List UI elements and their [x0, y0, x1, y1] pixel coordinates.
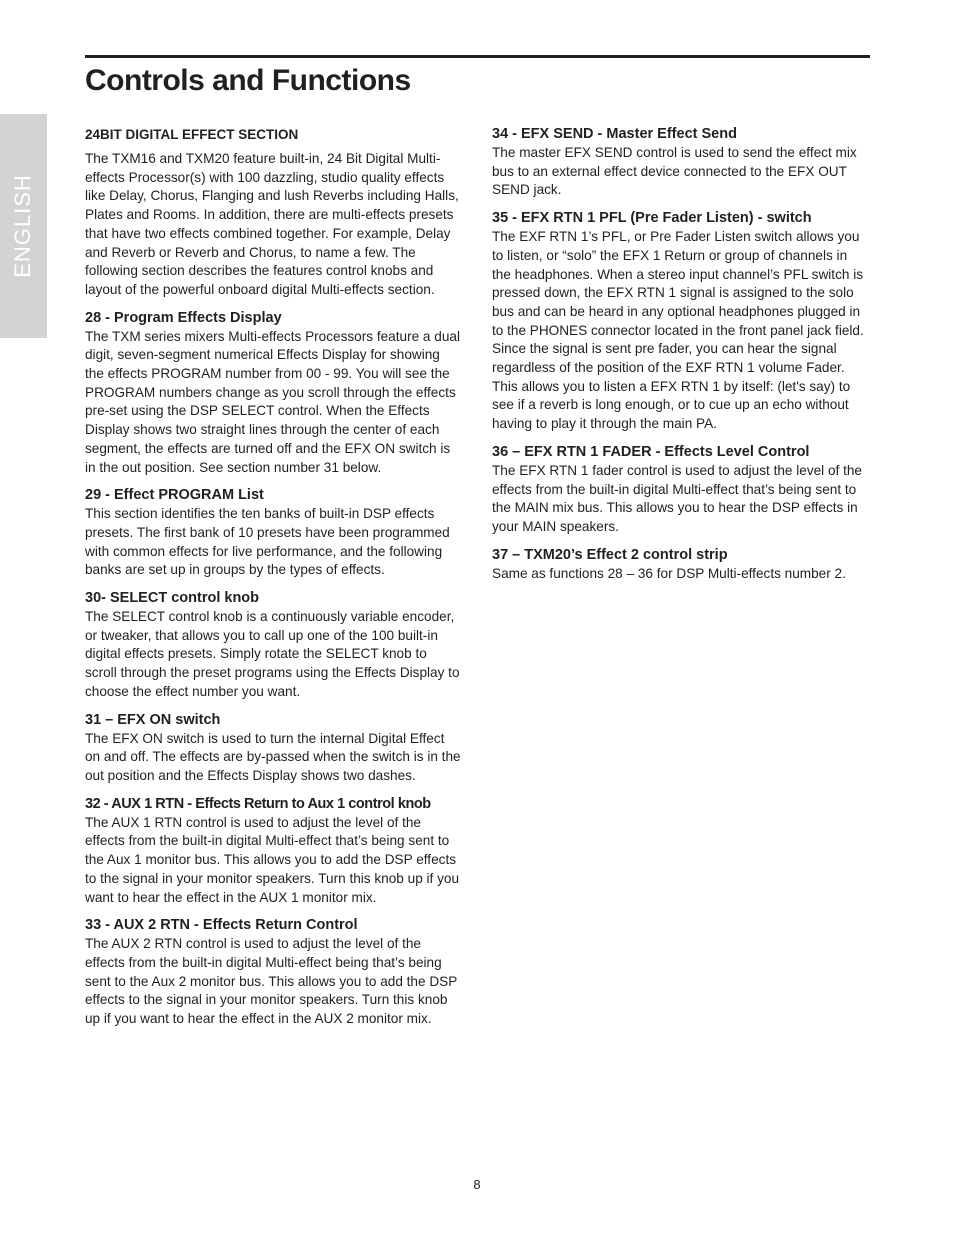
section-body: The TXM series mixers Multi-effects Processors feature a dual digit, seven-segment numerical Effects Display for showing the effects PROGRAM number from 00 - 99. You will see the PROGRAM numbers change as you scroll through the effects pre-set using the DSP SELECT control. When the Effects Display shows two straight lines through the center of each segment, the effects are turned off and the EFX ON switch is in the out position. See section number 31 below. [85, 328, 460, 475]
section-body: The AUX 1 RTN control is used to adjust the level of the effects from the built-in digital Multi-effect that’s being sent to the Aux 1 monitor bus. This allows you to add the DSP effects to the signal in your monitor speakers. Turn this knob up if you want to hear the effect in the AUX 1 monitor mix. [85, 814, 460, 905]
section-body: The EFX ON switch is used to turn the internal Digital Effect on and off. The effects are by-passed when the switch is in the out position and the Effects Display shows two dashes. [85, 730, 461, 783]
section-heading: 29 - Effect PROGRAM List [85, 487, 264, 504]
section-body: The SELECT control knob is a continuously variable encoder, or tweaker, that allows you to call up one of the 100 built-in digital effects presets. Simply rotate the SELECT knob to scroll through the preset programs using the Effects Display to choose the effect number you want. [85, 609, 460, 699]
section-heading: 37 – TXM20’s Effect 2 control strip [492, 546, 728, 563]
section-29 [85, 486, 462, 580]
section-heading: 32 - AUX 1 RTN - Effects Return to Aux 1 control knob [85, 795, 431, 812]
section-body: The EXF RTN 1’s PFL, or Pre Fader Listen switch allows you to listen, or “solo” the EFX 1 Return or group of channels in the headphones. When a stereo input channel’s PFL switch is pressed down, the EFX RTN 1 signal is assigned to the solo bus and can be heard in any optional headphones plugged in to the PHONES connector located in the front panel jack field. Since the signal is sent pre fader, you can hear the signal regardless of the position of the EXF RTN 1 volume Fader. This allows you to listen a EFX RTN 1 by itself: (let's say) to see if a reverb is long enough, or to cue up an echo without having to play it through the main PA. [492, 229, 864, 432]
section-36 [492, 443, 869, 537]
section-33 [85, 916, 462, 1029]
section-digital-effect [85, 125, 462, 300]
section-32 [85, 795, 462, 908]
section-body: The master EFX SEND control is used to send the effect mix bus to an external effect device connected to the EFX OUT SEND jack. [492, 145, 857, 198]
section-heading: 36 – EFX RTN 1 FADER - Effects Level Control [492, 443, 810, 460]
section-heading: 30- SELECT control knob [85, 590, 260, 607]
section-heading: 31 – EFX ON switch [85, 711, 221, 728]
language-tab [0, 114, 47, 338]
section-31 [85, 711, 462, 786]
section-body: The TXM16 and TXM20 feature built-in, 24 Bit Digital Multi-effects Processor(s) with 100 dazzling, studio quality effects like Delay, Chorus, Flanging and lush Reverbs including Halls, Plates and Rooms. In addition, there are multi-effects presets that have two effects combined together. For example, Delay and Reverb or Reverb and Chorus, to name a few. The following section describes the features control knobs and layout of the powerful onboard digital Multi-effects section. [85, 151, 459, 297]
section-35 [492, 209, 869, 434]
section-28 [85, 309, 462, 478]
section-body: The AUX 2 RTN control is used to adjust the level of the effects from the built-in digital Multi-effect being that’s being sent to the Aux 2 monitor bus. This allows you to add the DSP effects to the signal in your monitor speakers. Turn this knob up if you want to hear the effect in the AUX 2 monitor mix. [85, 936, 458, 1027]
section-heading: 35 - EFX RTN 1 PFL (Pre Fader Listen) - switch [492, 210, 812, 227]
section-body: Same as functions 28 – 36 for DSP Multi-effects number 2. [492, 565, 846, 581]
page-title: Controls and Functions [85, 64, 411, 97]
section-heading: 34 - EFX SEND - Master Effect Send [492, 126, 737, 142]
language-tab-label: ENGLISH [10, 174, 35, 278]
section-body: The EFX RTN 1 fader control is used to adjust the level of the effects from the built-in digital Multi-effect that’s being sent to the MAIN mix bus. This allows you to hear the DSP effects in your MAIN speakers. [492, 462, 862, 534]
section-body: This section identifies the ten banks of built-in DSP effects presets. The first bank of 10 presets have been programmed with common effects for live performance, and the following banks are set up in groups by the types of effects. [85, 506, 450, 578]
top-rule [85, 55, 870, 58]
section-30 [85, 589, 462, 702]
page-number: 8 [473, 1177, 481, 1192]
left-column [85, 125, 462, 1038]
section-37 [492, 546, 869, 584]
section-heading: 24BIT DIGITAL EFFECT SECTION [85, 127, 299, 142]
section-34 [492, 125, 869, 200]
section-heading: 33 - AUX 2 RTN - Effects Return Control [85, 917, 358, 934]
right-column [492, 125, 869, 592]
section-heading: 28 - Program Effects Display [85, 309, 282, 326]
